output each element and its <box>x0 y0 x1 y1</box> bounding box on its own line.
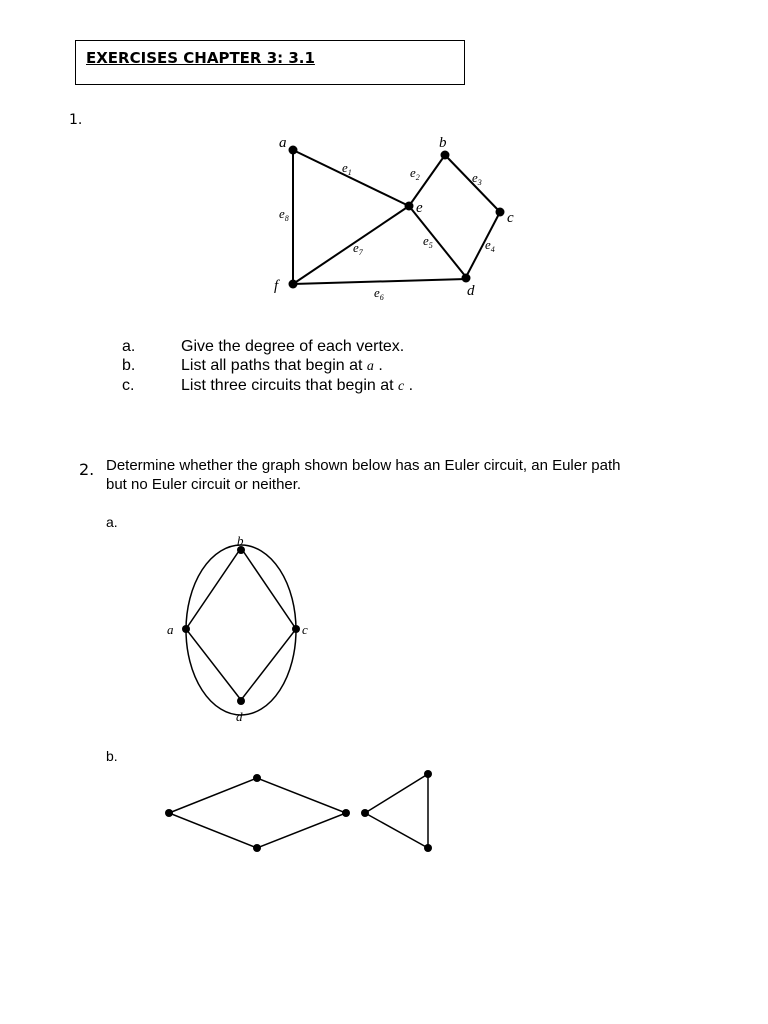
vertex-b <box>441 151 450 160</box>
vertex-d <box>237 697 245 705</box>
edge-e6 <box>293 279 466 284</box>
item-b-letter: b. <box>122 357 136 374</box>
q1-graph <box>293 150 500 284</box>
item-a-text: Give the degree of each vertex. <box>181 338 405 355</box>
vertex <box>165 809 173 817</box>
vertex-label-a: a <box>279 135 287 151</box>
edge-label-e1: $e_1$ <box>342 160 352 177</box>
page-title: EXERCISES CHAPTER 3: 3.1 <box>86 49 315 67</box>
edge-e5 <box>409 206 466 277</box>
item-a-letter: a. <box>122 338 136 355</box>
vertex-label-e: e <box>416 200 423 216</box>
inner-rhombus <box>186 548 296 700</box>
q2a-graph <box>186 545 296 715</box>
edge-label-e3: $e_3$ <box>472 170 482 187</box>
vertex-a <box>289 146 298 155</box>
vertex <box>361 809 369 817</box>
question-2-prompt <box>106 456 706 494</box>
vertex-e <box>405 202 414 211</box>
outer-ellipse <box>186 545 296 715</box>
vertex-label-d: d <box>236 709 243 724</box>
edge-e7 <box>293 206 409 284</box>
vertex-label-b: b <box>237 533 244 548</box>
prompt-line-1: Determine whether the graph shown below has an Euler circuit, an Euler path <box>106 457 621 474</box>
vertex-label-a: a <box>167 622 174 637</box>
edge-label-e2: $e_2$ <box>410 165 420 182</box>
question-2-number: 2. <box>79 460 95 479</box>
vertex-label-c: c <box>507 210 514 226</box>
part-b-label: b. <box>106 748 118 764</box>
q2b-graph <box>169 774 428 848</box>
question-1-number: 1. <box>69 112 83 128</box>
prompt-line-2: but no Euler circuit or neither. <box>106 476 302 493</box>
vertex-a <box>182 625 190 633</box>
vertex <box>424 844 432 852</box>
vertex-label-d: d <box>467 283 475 299</box>
vertex-label-b: b <box>439 135 447 151</box>
item-c-text: List three circuits that begin at c . <box>181 377 414 394</box>
vertex <box>253 774 261 782</box>
item-b-text: List all paths that begin at a . <box>181 357 383 374</box>
vertex-label-c: c <box>302 622 308 637</box>
vertex <box>253 844 261 852</box>
edge-label-e6: $e_6$ <box>374 285 384 302</box>
edge-label-e4: $e_4$ <box>485 237 495 254</box>
item-c-letter: c. <box>122 377 135 394</box>
triangle <box>365 774 428 848</box>
edge-e4 <box>466 212 500 277</box>
edge-e1 <box>293 150 409 206</box>
part-a-label: a. <box>106 514 118 530</box>
vertex-label-f: f <box>274 278 279 294</box>
vertex <box>424 770 432 778</box>
vertex-c <box>496 208 505 217</box>
vertex <box>342 809 350 817</box>
edge-label-e5: $e_5$ <box>423 233 433 250</box>
vertex-f <box>289 280 298 289</box>
edge-label-e8: $e_8$ <box>279 206 289 223</box>
vertex-c <box>292 625 300 633</box>
rhombus <box>169 778 346 848</box>
edge-label-e7: $e_7$ <box>353 240 363 257</box>
vertex-d <box>462 274 471 283</box>
edge-e2 <box>409 155 445 206</box>
